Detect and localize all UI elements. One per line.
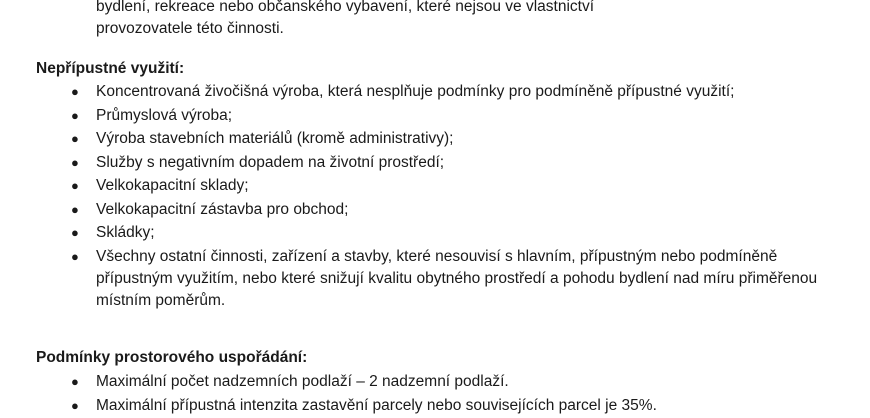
intro-continuation: [96, 0, 796, 40]
list-item: [0, 105, 830, 127]
bullet-icon: ●: [71, 131, 79, 146]
list-item: [0, 246, 830, 312]
prohibited-use-heading: Nepřípustné využití:: [36, 60, 185, 77]
list-item-text: Skládky;: [96, 224, 155, 241]
bullet-icon: ●: [71, 248, 79, 264]
prohibited-use-list: [0, 81, 830, 313]
bullet-icon: ●: [71, 201, 79, 217]
bullet-icon: ●: [71, 178, 79, 193]
list-item: [0, 128, 830, 150]
list-item-text: Maximální počet nadzemních podlaží – 2 nadzemní podlaží.: [96, 373, 509, 390]
list-item: [0, 152, 830, 174]
list-item-text: Výroba stavebních materiálů (kromě administrativy);: [96, 130, 454, 147]
bullet-icon: ●: [71, 107, 79, 123]
bullet-icon: ●: [71, 225, 79, 240]
intro-line-1: bydlení, rekreace nebo občanského vybavení, které nejsou ve vlastnictví: [96, 0, 595, 15]
list-item-text: Služby s negativním dopadem na životní prostředí;: [96, 153, 445, 171]
list-item: [0, 371, 830, 393]
list-item: [0, 199, 830, 221]
list-item: [0, 175, 830, 197]
list-item: [0, 222, 830, 244]
intro-line-2: provozovatele této činnosti.: [96, 20, 284, 37]
list-item-text: Koncentrovaná živočišná výroba, která nesplňuje podmínky pro podmíněně přípustné využití;: [96, 83, 735, 100]
list-item-text: Průmyslová výroba;: [96, 106, 233, 124]
list-item: [0, 395, 830, 417]
bullet-icon: ●: [71, 374, 79, 389]
list-item-text: Velkokapacitní sklady;: [96, 177, 249, 194]
bullet-icon: ●: [71, 154, 79, 170]
list-item: [0, 81, 830, 103]
list-item-text: Všechny ostatní činnosti, zařízení a stavby, které nesouvisí s hlavním, přípustným nebo podmíněně přípustným využitím, nebo které snižují kvalitu obytného prostředí a pohodu bydlení nad míru přiměřenou místním poměrům.: [96, 247, 818, 309]
list-item-text: Velkokapacitní zástavba pro obchod;: [96, 200, 349, 218]
spatial-conditions-heading: Podmínky prostorového uspořádání:: [36, 349, 308, 366]
bullet-icon: ●: [71, 84, 79, 99]
list-item-text: Maximální přípustná intenzita zastavění parcely nebo souvisejících parcel je 35%.: [96, 396, 657, 414]
bullet-icon: ●: [71, 397, 79, 413]
spatial-conditions-list: [0, 371, 830, 418]
